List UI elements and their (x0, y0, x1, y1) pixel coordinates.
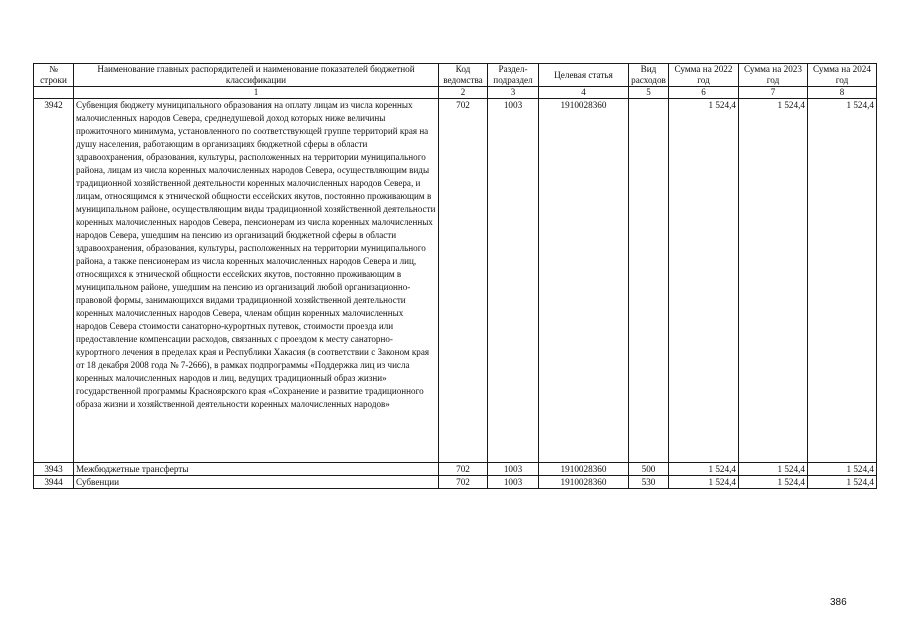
row-name: Субвенция бюджету муниципального образования на оплату лицам из числа коренных малочисленных народов Севера, среднедушевой доход которых ниже величины прожиточного минимума, установленного по соответствующей группе территорий края на душу населения, работающим в организациях бюджетной сферы в области здравоохранения, образования, культуры, расположенных на территории муниципального района, лицам из числа коренных малочисленных народов Севера, осуществляющим виды традиционной хозяйственной деятельности коренных малочисленных народов Севера, и лицам, относящимся к этнической общности ессейских якутов, постоянно проживающим в муниципальном районе, осуществляющим виды традиционной хозяйственной деятельности коренных малочисленных народов Севера, пенсионерам из числа коренных малочисленных народов Севера, ушедшим на пенсию из организаций бюджетной сферы в области здравоохранения, образования, культуры, расположенных на территории муниципального района, а также пенсионерам из числа коренных малочисленных народов Севера и лиц, относящихся к этнической общности ессейских якутов, постоянно проживающим в муниципальном районе, ушедшим на пенсию из организаций любой организационно-правовой формы, занимающихся видами традиционной хозяйственной деятельности коренных малочисленных народов Севера, членам общин коренных малочисленных народов Севера стоимости санаторно-курортных путевок, стоимости проезда или предоставление компенсации расходов, связанных с проездом к месту санаторно-курортного лечения в пределах края и Республики Хакасия (в соответствии с Законом края от 18 декабря 2008 года № 7-2666), в рамках подпрограммы «Поддержка лиц из числа коренных малочисленных народов и лиц, ведущих традиционный образ жизни» государственной программы Красноярского края «Сохранение и развитие традиционного образа жизни и хозяйственной деятельности коренных малочисленных народов» (74, 99, 439, 463)
table-row (34, 99, 877, 463)
column-number: 3 (488, 87, 539, 99)
row-name: Субвенции (74, 476, 439, 489)
row-sum-2024: 1 524,4 (808, 463, 877, 476)
row-target-article: 1910028360 (539, 99, 629, 463)
column-number-blank (34, 87, 74, 99)
header-expense-kind: Вид расходов (629, 64, 669, 87)
row-sum-2022: 1 524,4 (669, 476, 739, 489)
column-number: 5 (629, 87, 669, 99)
header-row-number: № строки (34, 64, 74, 87)
row-sum-2023: 1 524,4 (739, 99, 808, 463)
row-section: 1003 (488, 99, 539, 463)
header-section: Раздел-подраздел (488, 64, 539, 87)
row-expense-kind (629, 99, 669, 463)
table-row (34, 463, 877, 476)
header-dept-code: Код ведомства (439, 64, 488, 87)
row-target-article: 1910028360 (539, 476, 629, 489)
budget-table (33, 63, 877, 489)
header-row (34, 64, 877, 87)
row-dept-code: 702 (439, 99, 488, 463)
row-expense-kind: 500 (629, 463, 669, 476)
row-target-article: 1910028360 (539, 463, 629, 476)
row-name: Межбюджетные трансферты (74, 463, 439, 476)
row-dept-code: 702 (439, 476, 488, 489)
row-number: 3942 (34, 99, 74, 463)
column-number: 6 (669, 87, 739, 99)
row-number: 3943 (34, 463, 74, 476)
row-sum-2022: 1 524,4 (669, 99, 739, 463)
row-sum-2024: 1 524,4 (808, 476, 877, 489)
header-name: Наименование главных распорядителей и наименование показателей бюджетной классификации (74, 64, 439, 87)
row-section: 1003 (488, 476, 539, 489)
header-target-article: Целевая статья (539, 64, 629, 87)
column-number: 4 (539, 87, 629, 99)
row-section: 1003 (488, 463, 539, 476)
row-dept-code: 702 (439, 463, 488, 476)
row-sum-2023: 1 524,4 (739, 476, 808, 489)
column-number: 1 (74, 87, 439, 99)
table-row (34, 476, 877, 489)
row-sum-2022: 1 524,4 (669, 463, 739, 476)
row-sum-2023: 1 524,4 (739, 463, 808, 476)
column-number: 2 (439, 87, 488, 99)
column-number-row (34, 87, 877, 99)
column-number: 7 (739, 87, 808, 99)
row-number: 3944 (34, 476, 74, 489)
header-sum-2022: Сумма на 2022 год (669, 64, 739, 87)
row-sum-2024: 1 524,4 (808, 99, 877, 463)
page-number: 386 (830, 597, 847, 608)
header-sum-2023: Сумма на 2023 год (739, 64, 808, 87)
budget-sheet (33, 63, 876, 489)
row-expense-kind: 530 (629, 476, 669, 489)
column-number: 8 (808, 87, 877, 99)
header-sum-2024: Сумма на 2024 год (808, 64, 877, 87)
